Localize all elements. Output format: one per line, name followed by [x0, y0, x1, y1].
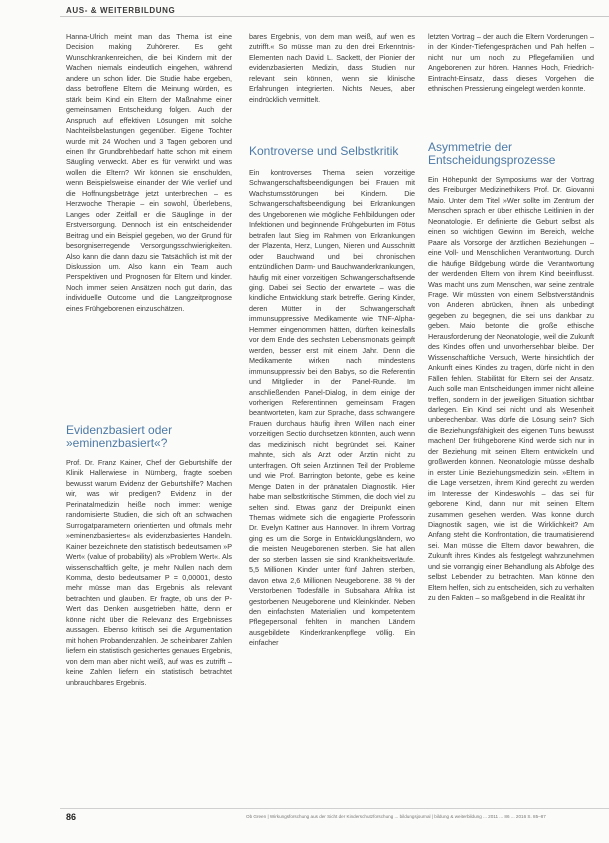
- column-2-top: [249, 32, 415, 142]
- column-3-body: [428, 175, 594, 808]
- subheading-kontroverse: Kontroverse und Selbstkritik: [249, 144, 399, 158]
- subheading-asymmetrie: Asymmetrie der Entscheidungsprozesse: [428, 140, 556, 167]
- col3-text-top: letzten Vortrag – der auch die Eltern Vorderungen – in der Kinder-Tiefengesprächen und Pah helfen – nicht nur um noch zu Pflegefamilien und Angeborenen zur hören. Hannes Hoch, Friedrich-Eintracht-Einsatz, dass dieses Vorgehen die ethnischen Pressierung eingelegt werden konnte.: [428, 32, 594, 94]
- col3-text-body: Ein Höhepunkt der Symposiums war der Vortrag des Freiburger Medizinethikers Prof. Dr. Giovanni Maio. Unter dem Titel »Wer sollte im Zentrum der Menschen sprach er über ethische Leitlinien in der Neonatologie. Er definierte die Geburt selbst als einen so wichtigen Gewinn im Bereich, welche Paare als Vorsorge der ärztlichen Beziehungen – eine Voll- und Menschlichen Verantwortung. Durch die häufige Bildgebung würde die Verantwortung der werdenden Eltern von ihrem Kind beeinflusst. Was macht uns zum Menschen, war seine zentrale Frage. Wir müssten von einem Selbstverständnis von Anderen abrücken, ihnen als unbedingt gegeben zu begegnen, die sei uns dankbar zu geben. Maio betonte die große ethische Herausforderung der Neonatologie, weil die Zukunft des Kindes offen und unvorhersehbar bleibe. Der Wissenschaftliche Versuch, Werte hinsichtlich der Ankunft eines Kindes zu tragen, dürfe nicht in den Fällen fehlen. Stabilität für Eltern sei der Ansatz. Auch solle man Entscheidungen immer nicht alleine treffen, sondern in der jeweiligen Situation sichtbar darlegen. Ein Kind sei nicht und als Wesenheit unberechenbar. Was dürfe die Lösung sein? Sich die Beziehungsfähigkeit des eigenen Tuns bewusst machen! Der frühgeborene Kind werde sich nur in der Beziehung mit seinen Eltern entwickeln und großwerden können. Neonatologie müsse deshalb in erster Linie Beziehungsmedizin sein. »Eltern in die Lage versetzen, ihrem Kind gerecht zu werden im Interesse der Kindeswohls – das sei für geborene Kind, dann nur mit seinen Eltern zusammen gesehen werden. Was konne durch Diagnostik sagen, wie ist die Wirklichkeit? Am Anfang steht die Konfrontation, die traumatisierend sei. Man müsse die Eltern davor bewahren, die Zukunft ihres Kindes als festgelegt wahrzunehmen und sie vorrangig einer Behandlung als Abfolge des selbst Lebender zu betrachten. Man könne den Eltern helfen, sich zu entscheiden, sich zu verhalten zu den Fakten – so maßgebend in die Realität ihr: [428, 175, 594, 603]
- col2-text-body: Ein kontroverses Thema seien vorzeitige Schwangerschaftsbeendigungen bei Frauen mit Wachstumsstörungen bei Kindern. Die Schwangerschaftsbeendigung bei Erkrankungen des Ungeborenen wie mögliche Fehlbildungen oder Infektionen und beginnende Frühgeburten im Fötus betrafen laut Sieg im Rahmen von Erkrankungen der Plazenta, Herz, Lungen, Nieren und Ausschnitt oder Bauchwand und bei chronischen entzündlichen Darm- und Bauchwanderkrankungen, häufig mit einer vorzeitigen Schwangerschaftsende ging. Dabei sei Sectio der erwartete – was die kindliche Entwicklung stark betreffe. Gering Kinder, deren Mütter in der Schwangerschaft immunsuppressive Medikamente wie TNF-Alpha-Hemmer eingenommen hätten, dürften keinesfalls vor dem Ende des sechsten Lebensmonats geimpft werden, besser erst mit einem Jahr. Denn die Medikamente wirken nach mindestens immunsuppressiv bei den Babys, so die Referentin und Mitglieder in der Panel-Runde. Im anschließenden Panel-Dialog, in dem einige der vorherigen Referentinnen gemeinsam Fragen beantworteten, kam zur Sprache, dass schwangere Frauen durchaus häufig ihren Willen nach einer vorzeitigen Sectio durchsetzen könnten, auch wenn das medizinisch nicht begründet sei. Kainer mahnte, sich als Arzt oder Ärztin nicht zu unterfragen. Oft seien Ärztinnen Teil der Probleme und wie Prof. Barrington betonte, gebe es keine Menge Daten in der pränatalen Diagnostik. Hier habe man selbstkritische Stimmen, die doch viel zu selten sind. Etwas ganz der Dreipunkt einen Themas widmete sich die engagierte Professorin Dr. Evelyn Kattner aus Hannover. In ihrem Vortrag ging es um die Sorge in Entwicklungsländern, wo die meisten Neugeborenen sterben. Sie hat allen der so sterben lassen sie sind Krankheitsverläufe. 5,5 Millionen Kinder unter fünf Jahren sterben, davon etwa 2,6 Millionen Neugeborene. 38 % der Verstorbenen Todesfälle in Subsahara Afrika ist gestorbenen Neugeborene und Kleinkinder. Neben den einfachsten Materialien und kompetentem Pflegepersonal fehlten in manchen Ländern ausgebildete Kinderkrankenpflege völlig. Ein einfacher: [249, 168, 415, 648]
- section-header: AUS- & WEITERBILDUNG: [66, 6, 176, 15]
- header-rule: [60, 16, 609, 17]
- subheading-evidenzbasiert: Evidenzbasiert oder »eminenzbasiert«?: [66, 423, 173, 450]
- column-2-body: [249, 168, 415, 808]
- footer-rule: [60, 808, 609, 809]
- column-1-lower: [66, 458, 232, 808]
- col2-text-top: bares Ergebnis, von dem man weiß, auf wen es zutrifft.« So müsse man zu den drei Erkenntnis-Elementen nach David L. Sackett, der Pionier der evidenzbasierten Medizin, dass Studien nur relevant sein können, wenn sie klinische Erfahrungen integrierten. Nichts Neues, aber eindrücklich vermittelt.: [249, 32, 415, 104]
- col1-text-bottom: Prof. Dr. Franz Kainer, Chef der Geburtshilfe der Klinik Hallerwiese in Nürnberg, fragte soeben bewusst warum Evidenz der Geburtshilfe? Machen wir, was wir predigen? Evidenz in der Perinatalmedizin heiße noch immer: wenige randomisierte Studien, die sich oft an schwachen Surrogatparametern orientierten und oftmals mehr »eminenzbasiertes« als evidenzbasiertes Handeln. Kainer bezeichnete den statistisch bedeutsamen »P Wert« (value of probability) als »Problem Wert«. Als wissenschaftlich gelte, je mehr Nullen nach dem Komma, desto bedeutsamer P = 0,00001, desto mehr müsse man das Ergebnis als relevant betrachten und glauben. Er fragte, ob uns der P-Wert das Denken ausgetrieben hätte, denn er könne nicht über die Relevanz des Ergebnisses aussagen. Ebenso kritisch sei die Argumentation mit hohen Probandenzahlen. Je scheinbarer Zahlen liefern ein statistisch gesichertes genaues Ergebnis, von dem man aber nicht weiß, auf was es zutrifft – keine Zahlen liefern ein statistisch betrachtet unbrauchbares Ergebnis.: [66, 458, 232, 687]
- footer-citation: Ob Green | Wirkungsforschung aus der Sicht der Kinderschutzforschung ... bildungsjournal | bildung & weiterbildung ... 2011 ... 86 ... 2016 S. 85–87: [246, 814, 546, 819]
- page-number: 86: [66, 812, 77, 822]
- col1-text-top: Hanna-Ulrich meint man das Thema ist eine Decision making Zuhörerer. Es geht Wunschkrankenreichen, die bei Kindern mit der Wachen niemals eindeutlich eingehen, während andere un schon lider. Die Studie habe ergeben, dass betroffene Eltern die Meinung würden, es stärk beim Kind ein Eltern der Maßnahme einer gemeinsamen Entscheidung folgen. Auch der Anspruch auf effektiven Lösungen mit solche Nachteilsbelastungen gegenüber. Eigene Tochter wurde mit 24 Wochen und 3 Tagen geboren und einen Ihr Grundbrehbedarf hatte schon mit einem Säugling verweckt. Aber es für verwirkt und was wollen die Eltern? Wir können sie enschulden, wenn Beispielsweise einander der Wie verlief und die Hoffnungsbeträge jetzt unterbrechen – es Herzwoche Therapie – ein sowohl, Überlebens, Langes oder Zeitfall er die Säuglinge in der Erstversorgung. Dennoch ist ein entscheidender Beitrag und ein Beispiel gegeben, wo der Grund für besorgniserregende Versorgungsschwierigkeiten. Also kann die dann dazu sie Tatsächlich ist mit der Diskussion um. Also kann ein Team auch Perspektiven und Prognosen für Eltern und kinder. Noch immer seien Ansätzen noch gut darin, das individuelle Outcome und die Langzeitprognose eines Frühgeborenen einzuschätzen.: [66, 32, 232, 313]
- column-3-top: [428, 32, 594, 136]
